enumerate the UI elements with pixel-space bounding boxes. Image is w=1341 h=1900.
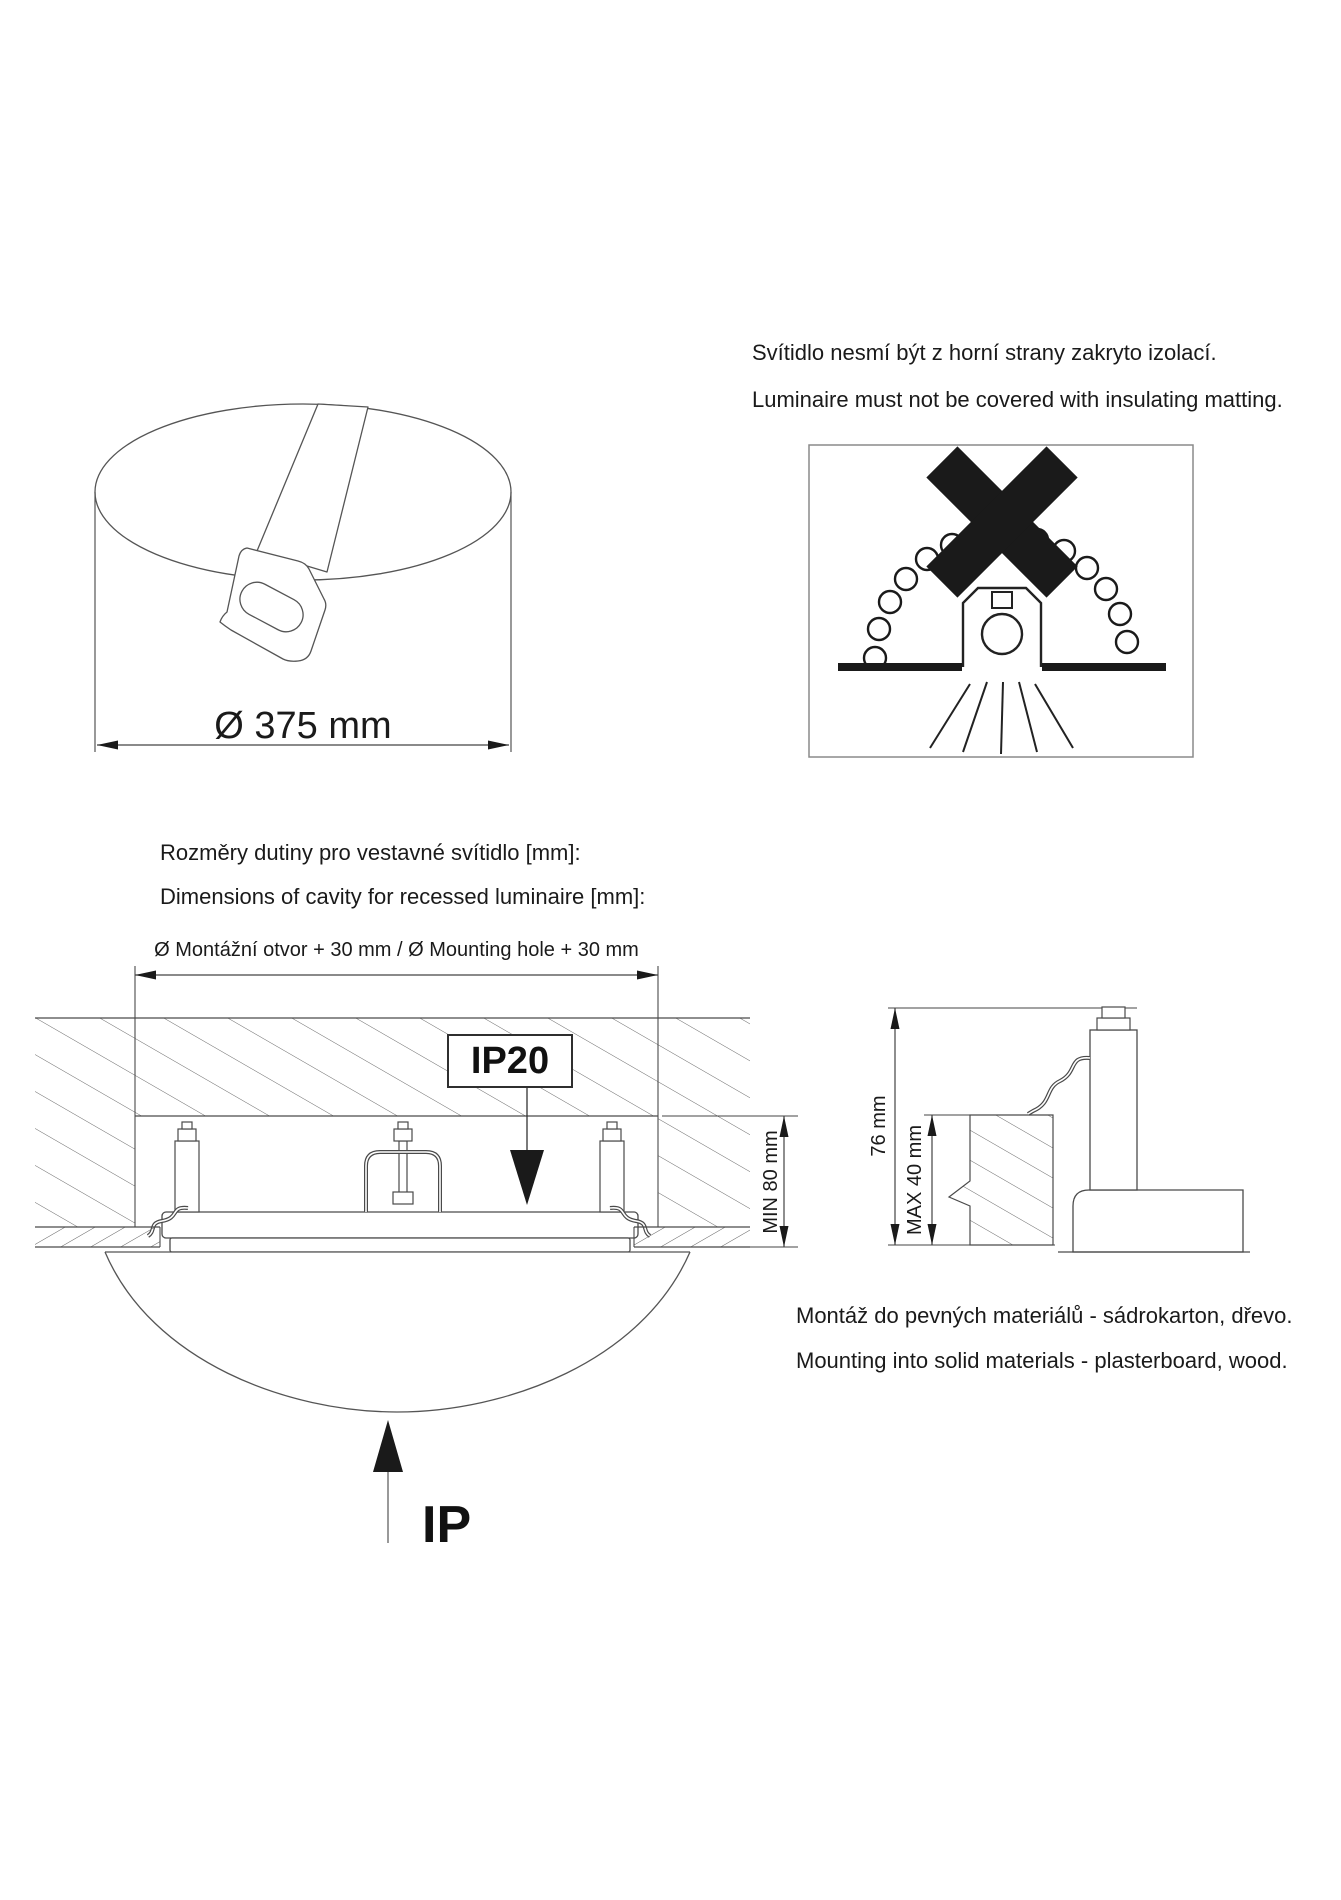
spring-clip-side xyxy=(1028,1058,1090,1114)
luminaire-trim-ring xyxy=(170,1238,630,1252)
ip-up-arrow xyxy=(373,1420,403,1543)
mounting-board xyxy=(949,1115,1053,1245)
mounting-bolt-right xyxy=(600,1122,624,1212)
insulation-warning-cs: Svítidlo nesmí být z horní strany zakryto izolací. xyxy=(752,340,1217,365)
ip20-badge: IP20 xyxy=(447,1034,573,1088)
mounting-note-cs: Montáž do pevných materiálů - sádrokarton, dřevo. xyxy=(796,1303,1293,1328)
saw-blade xyxy=(257,404,368,572)
cavity-heading-cs: Rozměry dutiny pro vestavné svítidlo [mm]: xyxy=(160,840,581,865)
ip-arrow-label: IP xyxy=(422,1496,472,1554)
no-insulation-pictogram-icon xyxy=(809,445,1193,757)
mounting-note-en: Mounting into solid materials - plasterboard, wood. xyxy=(796,1348,1288,1373)
max-board-label: MAX 40 mm xyxy=(903,1124,926,1236)
plasterboard-right xyxy=(634,1227,750,1247)
plasterboard-left xyxy=(35,1227,160,1247)
luminaire-base-plate xyxy=(162,1212,638,1238)
luminaire-body-side xyxy=(1073,1190,1243,1252)
stud-nut xyxy=(1097,1007,1130,1030)
luminaire-dome xyxy=(105,1252,690,1412)
overall-height-label: 76 mm xyxy=(867,1095,890,1157)
hole-cutting-drawing xyxy=(95,404,511,752)
lamp-neck xyxy=(992,592,1012,608)
max-board-dimension xyxy=(924,1115,972,1245)
mounting-bolt-left xyxy=(175,1122,199,1212)
lamp-bulb xyxy=(982,614,1022,654)
cavity-heading-en: Dimensions of cavity for recessed luminaire [mm]: xyxy=(160,884,646,909)
threaded-stud xyxy=(1090,1030,1137,1190)
insulation-warning-en: Luminaire must not be covered with insulating matting. xyxy=(752,387,1283,412)
cavity-cross-section xyxy=(35,966,798,1543)
cavity-width-label: Ø Montážní otvor + 30 mm / Ø Mounting hole + 30 mm xyxy=(154,939,639,961)
hole-diameter-label: Ø 375 mm xyxy=(214,705,392,747)
center-rod xyxy=(393,1122,413,1204)
min-depth-label: MIN 80 mm xyxy=(759,1130,782,1234)
cavity-width-dimension xyxy=(135,971,658,980)
side-mount-detail xyxy=(888,1007,1250,1252)
